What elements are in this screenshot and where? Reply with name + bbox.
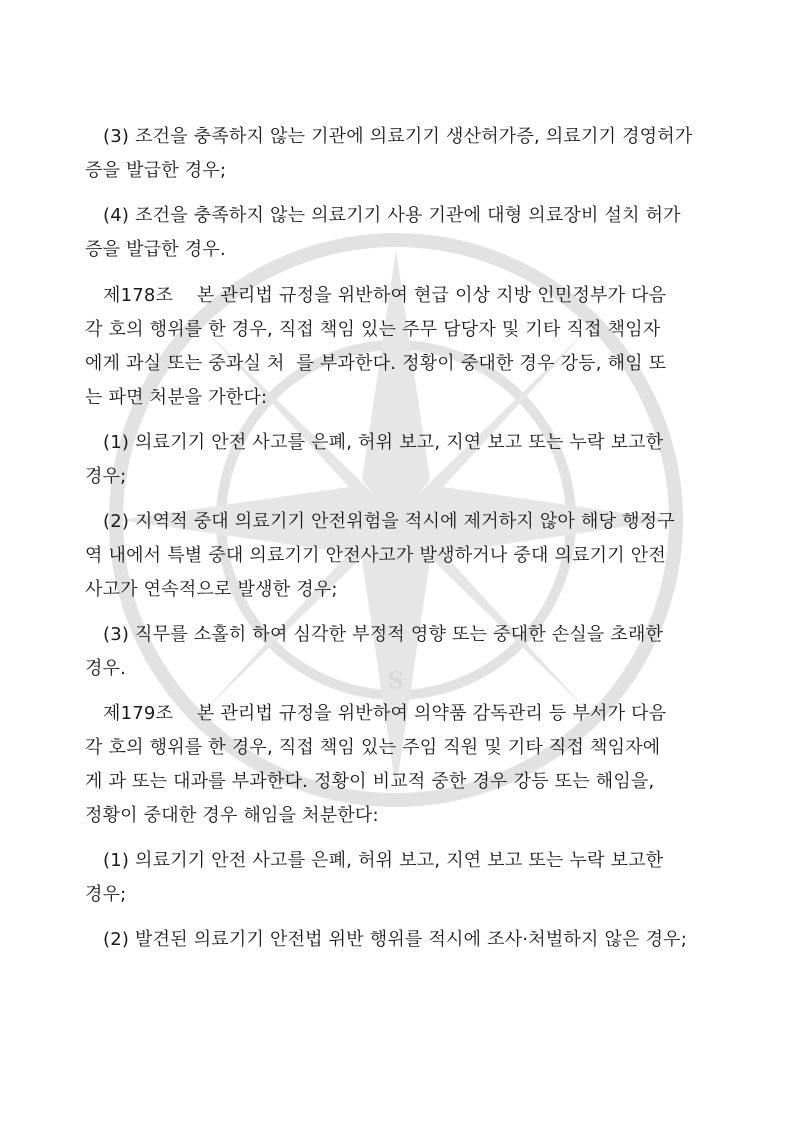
paragraph-first-line: 제179조 본 관리법 규정을 위반하여 의약품 감독관리 등 부서가 다음: [103, 703, 667, 724]
paragraph-line: 경우;: [85, 466, 127, 487]
paragraph-line: 증을 발급한 경우;: [85, 160, 227, 181]
paragraph-first-line: (1) 의료기기 안전 사고를 은폐, 허위 보고, 지연 보고 또는 누락 보고한: [103, 850, 664, 871]
paragraph-line: 는 파면 처분을 가한다:: [85, 387, 268, 408]
paragraph-line: 역 내에서 특별 중대 의료기기 안전사고가 발생하거나 중대 의료기기 안전: [85, 545, 666, 566]
paragraph-first-line: (3) 조건을 충족하지 않는 기관에 의료기기 생산허가증, 의료기기 경영허가: [103, 126, 693, 147]
watermark-letter: S: [388, 668, 404, 694]
paragraph-first-line: (1) 의료기기 안전 사고를 은폐, 허위 보고, 지연 보고 또는 누락 보고한: [103, 432, 664, 453]
paragraph-line: 에게 과실 또는 중과실 처 를 부과한다. 정황이 중대한 경우 강등, 해임 또: [85, 353, 667, 374]
paragraph-first-line: (2) 발견된 의료기기 안전법 위반 행위를 적시에 조사·처벌하지 않은 경우;: [103, 929, 688, 950]
paragraph-line: 게 과 또는 대과를 부과한다. 정황이 비교적 중한 경우 강등 또는 해임을,: [85, 771, 655, 792]
paragraph-first-line: 제178조 본 관리법 규정을 위반하여 현급 이상 지방 인민정부가 다음: [103, 285, 667, 306]
paragraph-line: 각 호의 행위를 한 경우, 직접 책임 있는 주무 담당자 및 기타 직접 책임자: [85, 319, 661, 340]
paragraph-line: 정황이 중대한 경우 해임을 처분한다:: [85, 805, 379, 826]
paragraph-line: 증을 발급한 경우.: [85, 239, 226, 260]
paragraph-line: 경우.: [85, 658, 127, 679]
paragraph-line: 경우;: [85, 884, 127, 905]
paragraph-line: 각 호의 행위를 한 경우, 직접 책임 있는 주임 직원 및 기타 직접 책임자에: [85, 737, 661, 758]
paragraph-first-line: (2) 지역적 중대 의료기기 안전위험을 적시에 제거하지 않아 해당 행정구: [103, 511, 675, 532]
paragraph-line: 사고가 연속적으로 발생한 경우;: [85, 579, 338, 600]
paragraph-first-line: (4) 조건을 충족하지 않는 의료기기 사용 기관에 대형 의료장비 설치 허가: [103, 205, 681, 226]
paragraph-first-line: (3) 직무를 소홀히 하여 심각한 부정적 영향 또는 중대한 손실을 초래한: [103, 624, 664, 645]
